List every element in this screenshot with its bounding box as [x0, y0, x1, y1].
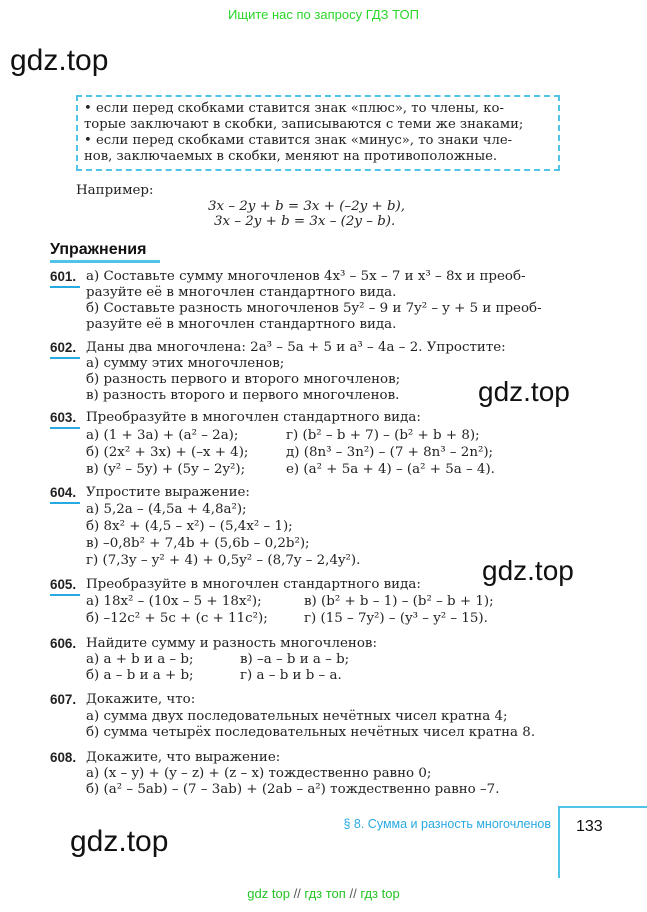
- watermark: gdz.top: [70, 825, 169, 858]
- number-underline: [50, 427, 80, 429]
- exercise-text: Докажите, что:: [86, 692, 196, 707]
- exercise-text: Преобразуйте в многочлен стандартного вида:: [86, 410, 421, 425]
- footer-rule: [558, 806, 647, 808]
- exercise-number: 608.: [50, 750, 77, 765]
- exercise-number: 602.: [50, 340, 77, 355]
- exercise-item: в) (y² – 5y) + (5y – 2y²);: [86, 462, 246, 477]
- exercise-item: а) (1 + 3a) + (a² – 2a);: [86, 428, 239, 443]
- title-underline: [50, 260, 160, 263]
- rule-line: торые заключают в скобки, записываются с теми же знаками;: [84, 117, 524, 132]
- link-separator: //: [349, 886, 357, 901]
- exercise-number: 605.: [50, 577, 77, 592]
- exercise-text: Упростите выражение:: [86, 485, 250, 500]
- exercise-item: в) (b² + b – 1) – (b² – b + 1);: [304, 594, 494, 609]
- exercise-text: разуйте её в многочлен стандартного вида.: [86, 285, 397, 300]
- number-underline: [50, 502, 80, 504]
- exercise-text: разуйте её в многочлен стандартного вида.: [86, 317, 397, 332]
- exercise-number: 601.: [50, 269, 77, 284]
- exercise-item: б) –12c² + 5c + (c + 11c²);: [86, 611, 268, 626]
- exercise-number: 603.: [50, 410, 77, 425]
- exercise-item: б) a – b и a + b;: [86, 668, 194, 683]
- exercise-item: а) 5,2a – (4,5a + 4,8a²);: [86, 502, 247, 517]
- exercise-item: а) 18x² – (10x – 5 + 18x²);: [86, 594, 262, 609]
- watermark: gdz.top: [10, 44, 109, 77]
- rule-line: • если перед скобками ставится знак «минус», то знаки чле-: [84, 133, 513, 148]
- example-label: Например:: [76, 183, 154, 198]
- exercise-item: а) сумма двух последовательных нечётных чисел кратна 4;: [86, 709, 508, 724]
- exercise-item: б) (2x² + 3x) + (–x + 4);: [86, 445, 249, 460]
- number-underline: [50, 286, 80, 288]
- exercise-item: а) a + b и a – b;: [86, 652, 194, 667]
- bottom-links: [0, 886, 647, 901]
- exercise-text: в) разность второго и первого многочленов.: [86, 388, 400, 403]
- watermark: gdz.top: [482, 555, 574, 586]
- exercise-item: г) (7,3y – y² + 4) + 0,5y² – (8,7y – 2,4y²).: [86, 553, 361, 568]
- number-underline: [50, 594, 80, 596]
- exercise-item: г) (15 – 7y²) – (y³ – y² – 15).: [304, 611, 488, 626]
- exercise-number: 604.: [50, 485, 77, 500]
- exercise-item: в) –a – b и a – b;: [240, 652, 350, 667]
- link-gdz-top-ru[interactable]: гдз топ: [304, 886, 346, 901]
- example-formula: 3x – 2y + b = 3x – (2y – b).: [214, 214, 396, 229]
- section-title: § 8. Сумма и разность многочленов: [343, 817, 551, 831]
- exercise-item: г) (b² – b + 7) – (b² + b + 8);: [286, 428, 480, 443]
- exercise-number: 606.: [50, 636, 77, 651]
- exercise-item: а) (x – y) + (y – z) + (z – x) тождественно равно 0;: [86, 766, 432, 781]
- exercise-text: Найдите сумму и разность многочленов:: [86, 636, 377, 651]
- exercise-text: а) сумму этих многочленов;: [86, 356, 285, 371]
- exercise-item: в) –0,8b² + 7,4b + (5,6b – 0,2b²);: [86, 536, 310, 551]
- link-gdz-top[interactable]: gdz top: [247, 886, 290, 901]
- exercise-text: б) разность первого и второго многочленов;: [86, 372, 401, 387]
- exercise-item: г) a – b и b – a.: [240, 668, 342, 683]
- watermark: gdz.top: [478, 376, 570, 407]
- example-formula: 3x – 2y + b = 3x + (–2y + b),: [208, 199, 405, 214]
- exercises-title: Упражнения: [50, 241, 147, 258]
- rule-line: • если перед скобками ставится знак «плюс», то члены, ко-: [84, 101, 504, 116]
- rule-line: нов, заключаемых в скобки, меняют на противоположные.: [84, 149, 498, 164]
- exercise-text: Даны два многочлена: 2a³ – 5a + 5 и a³ – 4a – 2. Упростите:: [86, 340, 506, 355]
- exercise-item: б) (a² – 5ab) – (7 – 3ab) + (2ab – a²) тождественно равно –7.: [86, 782, 500, 797]
- exercise-item: д) (8n³ – 3n²) – (7 + 8n³ – 2n²);: [286, 445, 494, 460]
- exercise-text: Докажите, что выражение:: [86, 750, 281, 765]
- exercise-text: Преобразуйте в многочлен стандартного вида:: [86, 577, 421, 592]
- exercise-item: б) сумма четырёх последовательных нечётных чисел кратна 8.: [86, 725, 536, 740]
- search-banner[interactable]: Ищите нас по запросу ГДЗ ТОП: [228, 7, 419, 22]
- page-number: 133: [576, 818, 603, 835]
- exercise-text: б) Составьте разность многочленов 5y² – 9 и 7y² – y + 5 и преоб-: [86, 301, 542, 316]
- link-separator: //: [293, 886, 301, 901]
- footer-rule: [558, 806, 560, 878]
- link-gdz-top-mixed[interactable]: гдз top: [360, 886, 400, 901]
- exercise-number: 607.: [50, 692, 77, 707]
- exercise-text: а) Составьте сумму многочленов 4x³ – 5x – 7 и x³ – 8x и преоб-: [86, 269, 526, 284]
- exercise-item: б) 8x² + (4,5 – x²) – (5,4x² – 1);: [86, 519, 293, 534]
- number-underline: [50, 357, 80, 359]
- exercise-item: е) (a² + 5a + 4) – (a² + 5a – 4).: [286, 462, 495, 477]
